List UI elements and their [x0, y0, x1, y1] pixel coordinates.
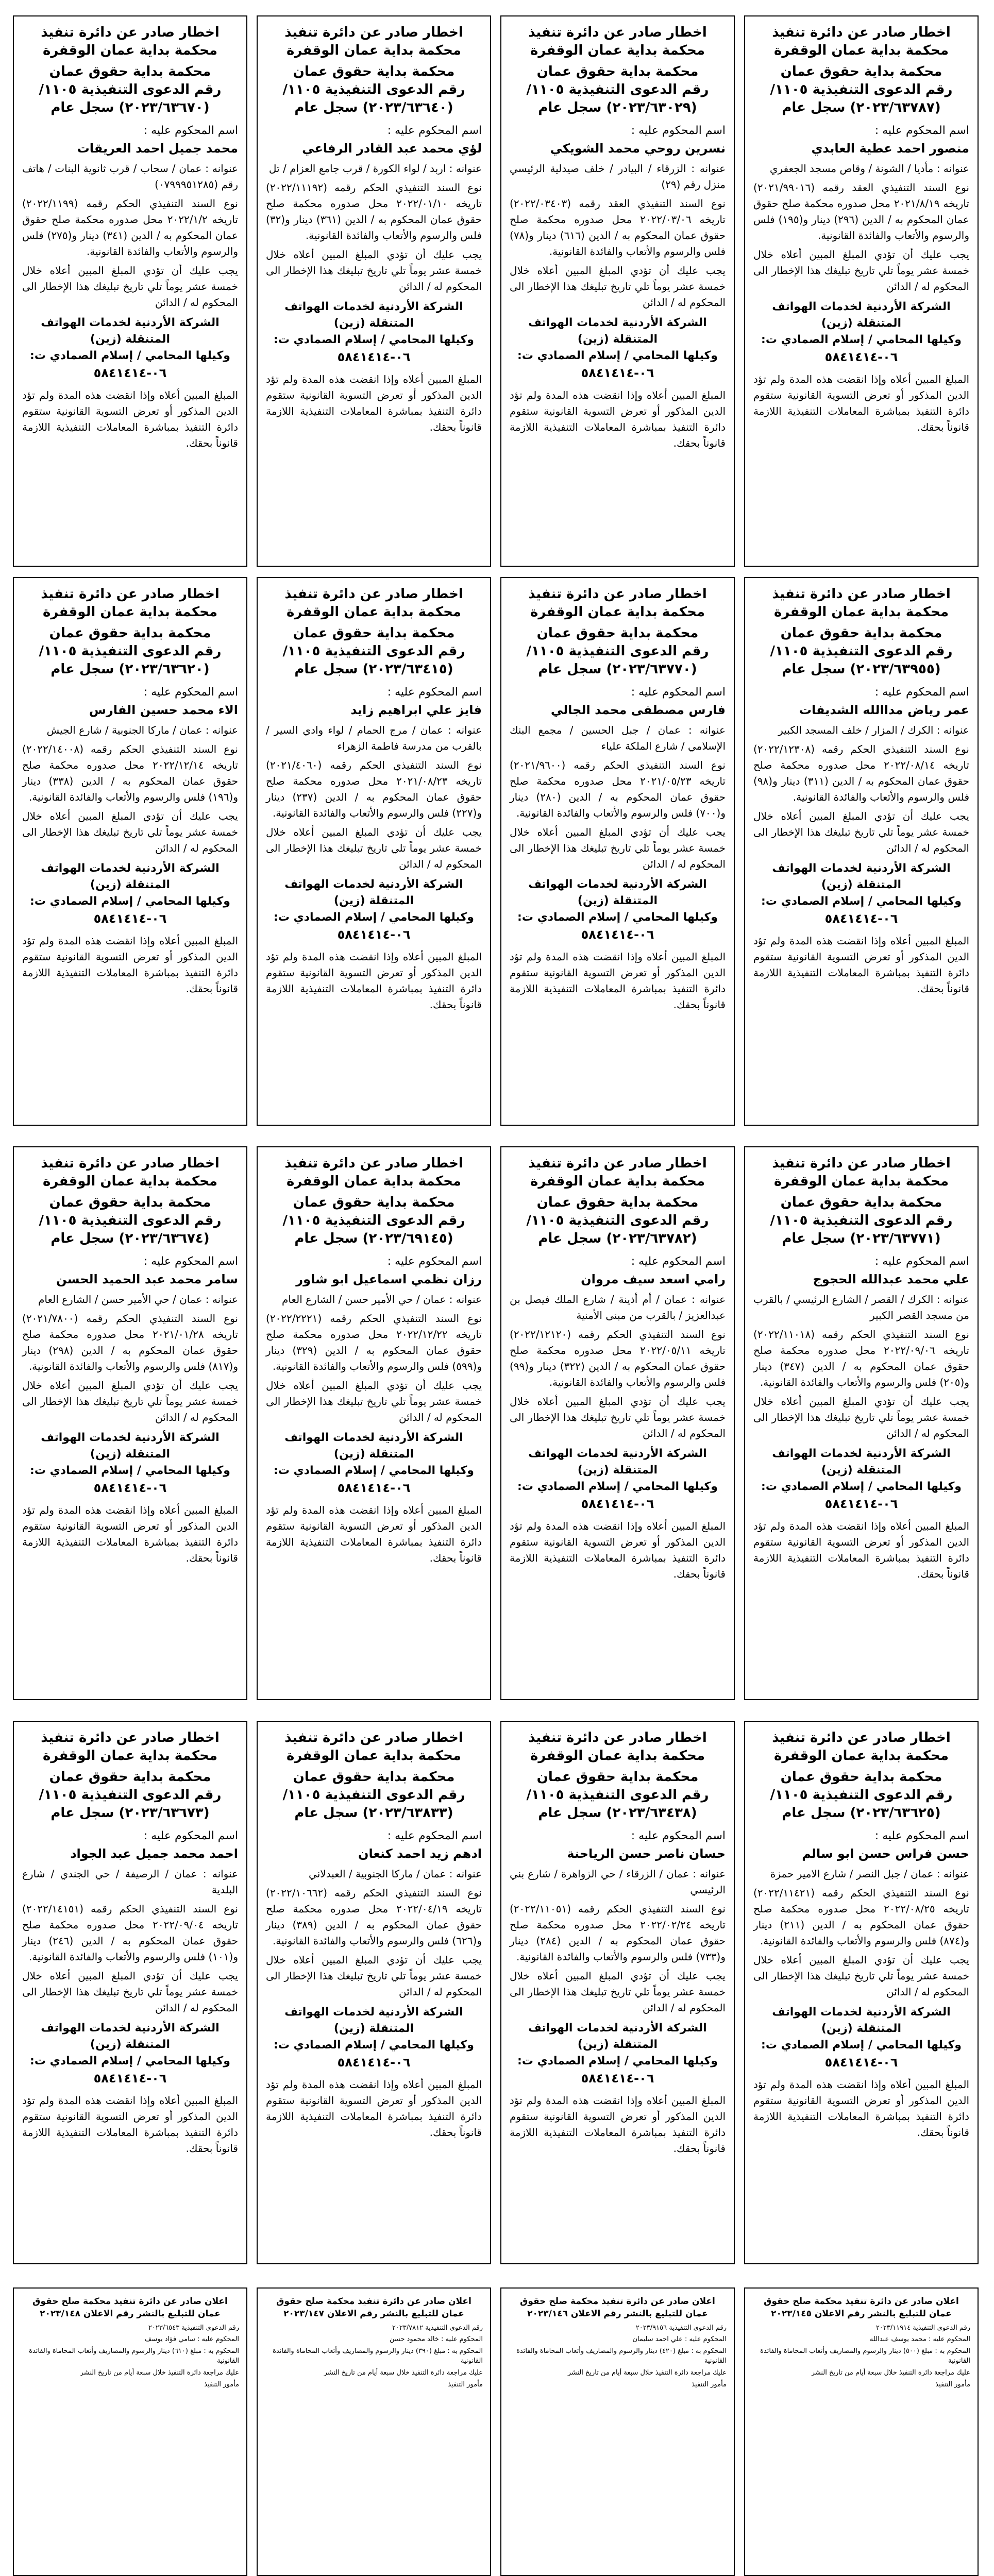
- notice-header: اخطار صادر عن دائرة تنفيذ محكمة بداية عمان الوقفرة: [284, 586, 463, 620]
- against-label: اسم المحكوم عليه :: [874, 124, 969, 138]
- judgment-details: نوع السند التنفيذي الحكم رقمه (٢٠٢٢/١١٩٩) تاريخه ٢٠٢٢/١/٢ محل صدوره محكمة صلح حقوق عمان المحكوم به / الدين (٣٤١) دينار و(٢٧٥) فلس والرسوم والأتعاب والفائدة القانونية.: [22, 197, 239, 258]
- notice-footer: المبلغ المبين أعلاه وإذا انقضت هذه المدة ولم تؤد الدين المذكور أو تعرض التسوية القانونية ستقوم دائرة التنفيذ بمباشرة المعاملات التنفيذية اللازمة قانوناً بحقك.: [266, 950, 482, 1011]
- publication-title: اعلان صادر عن دائرة تنفيذ محكمة صلح حقوق عمان للتبليغ بالنشر رقم الاعلان ٢٠٢٣/١٤٦: [520, 2296, 715, 2319]
- publication-lines: [265, 2324, 483, 2390]
- defendant-name: رامي اسعد سيف مروان: [581, 1272, 726, 1287]
- against-label: اسم المحكوم عليه :: [387, 1829, 482, 1843]
- publication-line: المحكوم به : مبلغ (٣٩٠) دينار والرسوم والمصاريف وأتعاب المحاماة والفائدة القانونية: [273, 2347, 483, 2365]
- creditor-agent: وكيلها المحامي / إسلام الصمادي ت:: [761, 2039, 962, 2052]
- notice-footer: المبلغ المبين أعلاه وإذا انقضت هذه المدة ولم تؤد الدين المذكور أو تعرض التسوية القانونية ستقوم دائرة التنفيذ بمباشرة المعاملات التنفيذية اللازمة قانوناً بحقك.: [22, 388, 238, 449]
- against-label: اسم المحكوم عليه :: [631, 1829, 726, 1843]
- judgment-details: نوع السند التنفيذي الحكم رقمه (٢٠٢٢/١١٠١٨) تاريخه ٢٠٢٢/٠٩/٠٦ محل صدوره محكمة صلح حقوق عمان المحكوم به / الدين (٣٤٧) دينار و(٢٠٥) فلس والرسوم والأتعاب والفائدة القانونية.: [753, 1328, 970, 1389]
- notice-footer: المبلغ المبين أعلاه وإذا انقضت هذه المدة ولم تؤد الدين المذكور أو تعرض التسوية القانونية ستقوم دائرة التنفيذ بمباشرة المعاملات التنفيذية اللازمة قانوناً بحقك.: [753, 372, 969, 433]
- notice-footer: المبلغ المبين أعلاه وإذا انقضت هذه المدة ولم تؤد الدين المذكور أو تعرض التسوية القانونية ستقوم دائرة التنفيذ بمباشرة المعاملات التنفيذية اللازمة قانوناً بحقك.: [753, 1519, 969, 1580]
- against-label: اسم المحكوم عليه :: [874, 1829, 969, 1843]
- agent-phone: ٠٦-٥٨٤١٤١٤: [337, 2055, 411, 2070]
- notice-body: [266, 1292, 482, 1426]
- against-label: اسم المحكوم عليه :: [143, 1829, 238, 1843]
- publication-line: رقم الدعوى التنفيذية ٢٠٢٣/٦٥٤٣: [148, 2324, 239, 2332]
- creditor-company: الشركة الأردنية لخدمات الهواتف المتنقلة (زين): [41, 1431, 220, 1461]
- case-number: رقم الدعوى التنفيذية ١١٠٥/ (٢٠٢٣/٦٣٧٨٢) سجل عام: [526, 1213, 709, 1247]
- agent-phone: ٠٦-٥٨٤١٤١٤: [337, 1481, 411, 1496]
- notice-body: [266, 1866, 482, 2000]
- court-name: محكمة بداية حقوق عمان: [780, 1769, 942, 1785]
- judgment-details: نوع السند التنفيذي الحكم رقمه (٢٠٢٢/١٠٦٦٢) تاريخه ٢٠٢٢/٠٤/١٩ محل صدوره محكمة صلح حقوق عمان المحكوم به / الدين (٣٨٩) دينار و(٦٢٦) فلس والرسوم والأتعاب والفائدة القانونية.: [266, 1887, 482, 1947]
- court-name: محكمة بداية حقوق عمان: [536, 1195, 699, 1211]
- against-label: اسم المحكوم عليه :: [874, 686, 969, 699]
- publication-line: المحكوم به : مبلغ (٦١٠) دينار والرسوم والمصاريف وأتعاب المحاماة والفائدة القانونية: [29, 2347, 239, 2365]
- notice-header: اخطار صادر عن دائرة تنفيذ محكمة بداية عمان الوقفرة: [284, 25, 463, 59]
- agent-phone: ٠٦-٥٨٤١٤١٤: [581, 366, 654, 381]
- creditor-agent: وكيلها المحامي / إسلام الصمادي ت:: [30, 1464, 230, 1478]
- case-number: رقم الدعوى التنفيذية ١١٠٥/ (٢٠٢٣/٦٣٧٧٠) سجل عام: [526, 643, 709, 677]
- execution-notice: [13, 1721, 247, 2264]
- notice-footer: المبلغ المبين أعلاه وإذا انقضت هذه المدة ولم تؤد الدين المذكور أو تعرض التسوية القانونية ستقوم دائرة التنفيذ بمباشرة المعاملات التنفيذية اللازمة قانوناً بحقك.: [510, 388, 726, 449]
- defendant-name: لؤي محمد عبد القادر الرفاعي: [302, 141, 482, 156]
- court-name: محكمة بداية حقوق عمان: [536, 1769, 699, 1785]
- notice-header: اخطار صادر عن دائرة تنفيذ محكمة بداية عمان الوقفرة: [772, 1156, 951, 1190]
- case-number: رقم الدعوى التنفيذية ١١٠٥/ (٢٠٢٣/٦٣٩٥٥) سجل عام: [770, 643, 953, 677]
- creditor-company: الشركة الأردنية لخدمات الهواتف المتنقلة (زين): [41, 2022, 220, 2052]
- defendant-name: فارس مصطفى محمد الجالي: [550, 703, 726, 718]
- defendant-address: عنوانه : الزرقاء / البيادر / خلف صيدلية الرئيسي منزل رقم (٢٩): [510, 162, 726, 191]
- against-label: اسم المحكوم عليه :: [143, 124, 238, 138]
- case-number: رقم الدعوى التنفيذية ١١٠٥/ (٢٠٢٣/٦٣٦٧٤) سجل عام: [39, 1213, 222, 1247]
- creditor-agent: وكيلها المحامي / إسلام الصمادي ت:: [30, 349, 230, 363]
- defendant-address: عنوانه : الكرك / المزار / خلف المسجد الكبير: [778, 724, 969, 737]
- creditor-company: الشركة الأردنية لخدمات الهواتف المتنقلة (زين): [284, 300, 463, 330]
- creditor-agent: وكيلها المحامي / إسلام الصمادي ت:: [274, 911, 474, 924]
- creditor-company: الشركة الأردنية لخدمات الهواتف المتنقلة (زين): [284, 878, 463, 908]
- notice-header: اخطار صادر عن دائرة تنفيذ محكمة بداية عمان الوقفرة: [41, 25, 220, 59]
- execution-notice: [744, 577, 979, 1126]
- notice-header: اخطار صادر عن دائرة تنفيذ محكمة بداية عمان الوقفرة: [772, 586, 951, 620]
- defendant-address: عنوانه : اربد / لواء الكورة / قرب جامع العزام / تل: [268, 162, 482, 175]
- notice-header: اخطار صادر عن دائرة تنفيذ محكمة بداية عمان الوقفرة: [528, 25, 707, 59]
- notice-body: [22, 1292, 238, 1426]
- payment-notice: يجب عليك أن تؤدي المبلغ المبين أعلاه خلال خمسة عشر يوماً تلي تاريخ تبليغك هذا الإخطار الى المحكوم له / الدائن: [753, 248, 969, 293]
- publication-notice: [500, 2287, 735, 2576]
- notice-header: اخطار صادر عن دائرة تنفيذ محكمة بداية عمان الوقفرة: [284, 1156, 463, 1190]
- agent-phone: ٠٦-٥٨٤١٤١٤: [337, 350, 411, 365]
- execution-notice: [257, 15, 491, 567]
- notice-footer: المبلغ المبين أعلاه وإذا انقضت هذه المدة ولم تؤد الدين المذكور أو تعرض التسوية القانونية ستقوم دائرة التنفيذ بمباشرة المعاملات التنفيذية اللازمة قانوناً بحقك.: [510, 950, 726, 1011]
- notice-body: [510, 722, 726, 872]
- creditor-agent: وكيلها المحامي / إسلام الصمادي ت:: [517, 911, 718, 924]
- court-name: محكمة بداية حقوق عمان: [293, 1769, 455, 1785]
- agent-phone: ٠٦-٥٨٤١٤١٤: [581, 1497, 654, 1512]
- case-number: رقم الدعوى التنفيذية ١١٠٥/ (٢٠٢٣/٦٣٦٢٠) سجل عام: [39, 643, 222, 677]
- payment-notice: يجب عليك أن تؤدي المبلغ المبين أعلاه خلال خمسة عشر يوماً تلي تاريخ تبليغك هذا الإخطار الى المحكوم له / الدائن: [22, 1970, 238, 2014]
- execution-notice: [744, 1146, 979, 1700]
- notice-footer: المبلغ المبين أعلاه وإذا انقضت هذه المدة ولم تؤد الدين المذكور أو تعرض التسوية القانونية ستقوم دائرة التنفيذ بمباشرة المعاملات التنفيذية اللازمة قانوناً بحقك.: [753, 2078, 969, 2139]
- notice-body: [510, 1866, 726, 2016]
- agent-phone: ٠٦-٥٨٤١٤١٤: [93, 1481, 167, 1496]
- execution-notice: [257, 1146, 491, 1700]
- publication-line: عليك مراجعة دائرة التنفيذ خلال سبعة أيام من تاريخ النشر: [324, 2368, 483, 2377]
- publication-line: المحكوم عليه : علي احمد سليمان: [632, 2335, 727, 2344]
- notice-footer: المبلغ المبين أعلاه وإذا انقضت هذه المدة ولم تؤد الدين المذكور أو تعرض التسوية القانونية ستقوم دائرة التنفيذ بمباشرة المعاملات التنفيذية اللازمة قانوناً بحقك.: [510, 1519, 726, 1580]
- notice-body: [753, 1866, 969, 2000]
- creditor-agent: وكيلها المحامي / إسلام الصمادي ت:: [517, 1480, 718, 1494]
- creditor-agent: وكيلها المحامي / إسلام الصمادي ت:: [761, 895, 962, 908]
- execution-notice: [500, 15, 735, 567]
- creditor-company: الشركة الأردنية لخدمات الهواتف المتنقلة (زين): [41, 316, 220, 346]
- judgment-details: نوع السند التنفيذي الحكم رقمه (٢٠٢١/٩٦٠٠) تاريخه ٢٠٢١/٠٥/٢٣ محل صدوره محكمة صلح حقوق عمان المحكوم به / الدين (٢٨٠) دينار و(٧٠٠) فلس والرسوم والأتعاب والفائدة القانونية.: [510, 759, 726, 820]
- defendant-address: عنوانه : عمان / حي الأمير حسن / الشارع العام: [281, 1293, 482, 1306]
- publication-title: اعلان صادر عن دائرة تنفيذ محكمة صلح حقوق عمان للتبليغ بالنشر رقم الاعلان ٢٠٢٣/١٤٥: [764, 2296, 959, 2319]
- publication-title: اعلان صادر عن دائرة تنفيذ محكمة صلح حقوق عمان للتبليغ بالنشر رقم الاعلان ٢٠٢٣/١٤٧: [276, 2296, 471, 2319]
- notice-header: اخطار صادر عن دائرة تنفيذ محكمة بداية عمان الوقفرة: [528, 1730, 707, 1764]
- execution-notice: [257, 577, 491, 1126]
- against-label: اسم المحكوم عليه :: [387, 124, 482, 138]
- publication-line: عليك مراجعة دائرة التنفيذ خلال سبعة أيام من تاريخ النشر: [567, 2368, 727, 2377]
- notice-body: [753, 161, 969, 295]
- defendant-name: رزان نظمي اسماعيل ابو شاور: [296, 1272, 482, 1287]
- payment-notice: يجب عليك أن تؤدي المبلغ المبين أعلاه خلال خمسة عشر يوماً تلي تاريخ تبليغك هذا الإخطار الى المحكوم له / الدائن: [266, 826, 482, 871]
- payment-notice: يجب عليك أن تؤدي المبلغ المبين أعلاه خلال خمسة عشر يوماً تلي تاريخ تبليغك هذا الإخطار الى المحكوم له / الدائن: [22, 1379, 238, 1424]
- case-number: رقم الدعوى التنفيذية ١١٠٥/ (٢٠٢٣/٦٣٧٨٧) سجل عام: [770, 82, 953, 116]
- notice-body: [510, 1292, 726, 1442]
- defendant-address: عنوانه : عمان / جبل الحسين / مجمع البنك الإسلامي / شارع الملكة علياء: [510, 724, 726, 753]
- payment-notice: يجب عليك أن تؤدي المبلغ المبين أعلاه خلال خمسة عشر يوماً تلي تاريخ تبليغك هذا الإخطار الى المحكوم له / الدائن: [22, 810, 238, 855]
- notice-header: اخطار صادر عن دائرة تنفيذ محكمة بداية عمان الوقفرة: [772, 25, 951, 59]
- publication-line: المحكوم عليه : محمد يوسف عبدالله: [869, 2335, 970, 2344]
- notice-body: [266, 722, 482, 872]
- execution-notice: [500, 1721, 735, 2264]
- payment-notice: يجب عليك أن تؤدي المبلغ المبين أعلاه خلال خمسة عشر يوماً تلي تاريخ تبليغك هذا الإخطار الى المحكوم له / الدائن: [510, 826, 726, 871]
- publication-notice: [744, 2287, 979, 2576]
- execution-notice: [13, 15, 247, 567]
- publication-line: مأمور التنفيذ: [692, 2380, 727, 2388]
- court-name: محكمة بداية حقوق عمان: [49, 625, 211, 641]
- notice-header: اخطار صادر عن دائرة تنفيذ محكمة بداية عمان الوقفرة: [41, 1156, 220, 1190]
- court-name: محكمة بداية حقوق عمان: [293, 625, 455, 641]
- defendant-name: نسرين روحي محمد الشويكي: [550, 141, 726, 156]
- defendant-address: عنوانه : عمان / حي الأمير حسن / الشارع العام: [38, 1293, 238, 1306]
- creditor-company: الشركة الأردنية لخدمات الهواتف المتنقلة (زين): [528, 316, 707, 346]
- defendant-address: عنوانه : عمان / مرج الحمام / لواء وادي السير / بالقرب من مدرسة فاطمة الزهراء: [266, 724, 482, 753]
- creditor-company: الشركة الأردنية لخدمات الهواتف المتنقلة (زين): [284, 1431, 463, 1461]
- execution-notice: [500, 577, 735, 1126]
- creditor-company: الشركة الأردنية لخدمات الهواتف المتنقلة (زين): [772, 2006, 951, 2036]
- payment-notice: يجب عليك أن تؤدي المبلغ المبين أعلاه خلال خمسة عشر يوماً تلي تاريخ تبليغك هذا الإخطار الى المحكوم له / الدائن: [510, 264, 726, 309]
- creditor-agent: وكيلها المحامي / إسلام الصمادي ت:: [761, 333, 962, 347]
- creditor-company: الشركة الأردنية لخدمات الهواتف المتنقلة (زين): [528, 1447, 707, 1477]
- judgment-details: نوع السند التنفيذي العقد رقمه (٢٠٢١/٩٩٠١٦) تاريخه ٢٠٢١/٨/١٩ محل صدوره محكمة صلح حقوق عمان المحكوم به / الدين (٢٩٦) دينار و(١٩٥) فلس والرسوم والأتعاب والفائدة القانونية.: [753, 181, 969, 242]
- defendant-address: عنوانه : عمان / سحاب / قرب ثانوية البنات / هاتف رقم (٠٧٩٩٩٥١٢٨٥): [22, 162, 238, 191]
- notice-body: [753, 1292, 969, 1442]
- publication-notice: [13, 2287, 247, 2576]
- agent-phone: ٠٦-٥٨٤١٤١٤: [824, 1497, 898, 1512]
- agent-phone: ٠٦-٥٨٤١٤١٤: [581, 2071, 654, 2086]
- notice-body: [22, 722, 238, 856]
- court-name: محكمة بداية حقوق عمان: [49, 1769, 211, 1785]
- execution-notice: [257, 1721, 491, 2264]
- defendant-address: عنوانه : مأديا / الشونة / وقاص مسجد الجعفري: [769, 162, 969, 175]
- case-number: رقم الدعوى التنفيذية ١١٠٥/ (٢٠٢٣/٦٣٧٧١) سجل عام: [770, 1213, 953, 1247]
- payment-notice: يجب عليك أن تؤدي المبلغ المبين أعلاه خلال خمسة عشر يوماً تلي تاريخ تبليغك هذا الإخطار الى المحكوم له / الدائن: [510, 1970, 726, 2014]
- execution-notice: [744, 1721, 979, 2264]
- notice-footer: المبلغ المبين أعلاه وإذا انقضت هذه المدة ولم تؤد الدين المذكور أو تعرض التسوية القانونية ستقوم دائرة التنفيذ بمباشرة المعاملات التنفيذية اللازمة قانوناً بحقك.: [510, 2094, 726, 2155]
- notice-header: اخطار صادر عن دائرة تنفيذ محكمة بداية عمان الوقفرة: [284, 1730, 463, 1764]
- creditor-agent: وكيلها المحامي / إسلام الصمادي ت:: [517, 349, 718, 363]
- defendant-name: حسان ناصر حسن الرياحنة: [567, 1846, 726, 1861]
- defendant-address: عنوانه : عمان / جبل النصر / شارع الامير حمزة: [770, 1868, 969, 1880]
- payment-notice: يجب عليك أن تؤدي المبلغ المبين أعلاه خلال خمسة عشر يوماً تلي تاريخ تبليغك هذا الإخطار الى المحكوم له / الدائن: [266, 1954, 482, 1998]
- agent-phone: ٠٦-٥٨٤١٤١٤: [93, 2071, 167, 2086]
- notice-body: [753, 722, 969, 856]
- defendant-name: عمر رياض مداالله الشديفات: [799, 703, 969, 718]
- execution-notice: [13, 577, 247, 1126]
- creditor-company: الشركة الأردنية لخدمات الهواتف المتنقلة (زين): [772, 1447, 951, 1477]
- notice-body: [510, 161, 726, 311]
- defendant-name: علي محمد عبدالله الحجوج: [813, 1272, 969, 1287]
- publication-line: رقم الدعوى التنفيذية ٢٠٢٣/١١٩١٤: [875, 2324, 970, 2332]
- publication-line: مأمور التنفيذ: [204, 2380, 239, 2388]
- notice-body: [22, 1866, 238, 2016]
- judgment-details: نوع السند التنفيذي الحكم رقمه (٢٠٢٢/١٢٣٠٨) تاريخه ٢٠٢٢/٠٨/١٤ محل صدوره محكمة صلح حقوق عمان المحكوم به / الدين (٣١١) دينار و(٩٨) فلس والرسوم والأتعاب والفائدة القانونية.: [753, 743, 970, 804]
- notice-header: اخطار صادر عن دائرة تنفيذ محكمة بداية عمان الوقفرة: [528, 586, 707, 620]
- defendant-address: عنوانه : عمان / أم أذينة / شارع الملك فيصل بن عبدالعزيز / بالقرب من مبنى الأمنية: [510, 1293, 726, 1322]
- against-label: اسم المحكوم عليه :: [874, 1255, 969, 1268]
- judgment-details: نوع السند التنفيذي الحكم رقمه (٢٠٢١/٤٠٦٠) تاريخه ٢٠٢١/٠٨/٢٣ محل صدوره محكمة صلح حقوق عمان المحكوم به / الدين (٢٣٧) دينار و(٢٢٧) فلس والرسوم والأتعاب والفائدة القانونية.: [266, 759, 482, 820]
- creditor-company: الشركة الأردنية لخدمات الهواتف المتنقلة (زين): [41, 862, 220, 892]
- notice-footer: المبلغ المبين أعلاه وإذا انقضت هذه المدة ولم تؤد الدين المذكور أو تعرض التسوية القانونية ستقوم دائرة التنفيذ بمباشرة المعاملات التنفيذية اللازمة قانوناً بحقك.: [266, 1503, 482, 1564]
- notice-footer: المبلغ المبين أعلاه وإذا انقضت هذه المدة ولم تؤد الدين المذكور أو تعرض التسوية القانونية ستقوم دائرة التنفيذ بمباشرة المعاملات التنفيذية اللازمة قانوناً بحقك.: [266, 372, 482, 433]
- creditor-company: الشركة الأردنية لخدمات الهواتف المتنقلة (زين): [528, 878, 707, 908]
- publication-line: رقم الدعوى التنفيذية ٢٠٢٣/٩١٥٦: [635, 2324, 727, 2332]
- judgment-details: نوع السند التنفيذي الحكم رقمه (٢٠٢٢/١٢١٢٠) تاريخه ٢٠٢٢/٠٥/١١ محل صدوره محكمة صلح حقوق عمان المحكوم به / الدين (٣٢٢) دينار و(٩٩) فلس والرسوم والأتعاب والفائدة القانونية.: [510, 1328, 726, 1389]
- payment-notice: يجب عليك أن تؤدي المبلغ المبين أعلاه خلال خمسة عشر يوماً تلي تاريخ تبليغك هذا الإخطار الى المحكوم له / الدائن: [22, 264, 238, 309]
- creditor-agent: وكيلها المحامي / إسلام الصمادي ت:: [30, 2055, 230, 2068]
- court-name: محكمة بداية حقوق عمان: [780, 625, 942, 641]
- against-label: اسم المحكوم عليه :: [387, 1255, 482, 1268]
- notice-header: اخطار صادر عن دائرة تنفيذ محكمة بداية عمان الوقفرة: [41, 586, 220, 620]
- court-name: محكمة بداية حقوق عمان: [293, 64, 455, 80]
- creditor-company: الشركة الأردنية لخدمات الهواتف المتنقلة (زين): [772, 300, 951, 330]
- agent-phone: ٠٦-٥٨٤١٤١٤: [824, 350, 898, 365]
- agent-phone: ٠٦-٥٨٤١٤١٤: [581, 927, 654, 942]
- notice-footer: المبلغ المبين أعلاه وإذا انقضت هذه المدة ولم تؤد الدين المذكور أو تعرض التسوية القانونية ستقوم دائرة التنفيذ بمباشرة المعاملات التنفيذية اللازمة قانوناً بحقك.: [22, 934, 238, 995]
- publication-lines: [752, 2324, 970, 2390]
- against-label: اسم المحكوم عليه :: [143, 1255, 238, 1268]
- case-number: رقم الدعوى التنفيذية ١١٠٥/ (٢٠٢٣/٦٣٨٣٣) سجل عام: [282, 1787, 465, 1821]
- judgment-details: نوع السند التنفيذي الحكم رقمه (٢٠٢٢/٢٢٢١) تاريخه ٢٠٢٢/١٢/٢٢ محل صدوره محكمة صلح حقوق عمان المحكوم به / الدين (٣٢٩) دينار و(٥٩٩) فلس والرسوم والأتعاب والفائدة القانونية.: [266, 1312, 482, 1373]
- case-number: رقم الدعوى التنفيذية ١١٠٥/ (٢٠٢٣/٦٣٤١٥) سجل عام: [282, 643, 465, 677]
- notice-footer: المبلغ المبين أعلاه وإذا انقضت هذه المدة ولم تؤد الدين المذكور أو تعرض التسوية القانونية ستقوم دائرة التنفيذ بمباشرة المعاملات التنفيذية اللازمة قانوناً بحقك.: [266, 2078, 482, 2139]
- against-label: اسم المحكوم عليه :: [143, 686, 238, 699]
- creditor-agent: وكيلها المحامي / إسلام الصمادي ت:: [274, 1464, 474, 1478]
- court-name: محكمة بداية حقوق عمان: [49, 64, 211, 80]
- publication-line: المحكوم عليه : خالد محمود حسن: [389, 2335, 483, 2344]
- case-number: رقم الدعوى التنفيذية ١١٠٥/ (٢٠٢٣/٦٣٦٤٠) سجل عام: [282, 82, 465, 116]
- defendant-name: فايز علي ابراهيم زايد: [350, 703, 482, 718]
- court-name: محكمة بداية حقوق عمان: [293, 1195, 455, 1211]
- creditor-company: الشركة الأردنية لخدمات الهواتف المتنقلة (زين): [528, 2022, 707, 2052]
- judgment-details: نوع السند التنفيذي الحكم رقمه (٢٠٢٢/١١٠٥١) تاريخه ٢٠٢٢/٠٢/٢٤ محل صدوره محكمة صلح حقوق عمان المحكوم به / الدين (٢٨٤) دينار و(٧٣٣) فلس والرسوم والأتعاب والفائدة القانونية.: [510, 1903, 726, 1963]
- case-number: رقم الدعوى التنفيذية ١١٠٥/ (٢٠٢٣/٦٣٦٢٥) سجل عام: [770, 1787, 953, 1821]
- payment-notice: يجب عليك أن تؤدي المبلغ المبين أعلاه خلال خمسة عشر يوماً تلي تاريخ تبليغك هذا الإخطار الى المحكوم له / الدائن: [753, 1395, 969, 1440]
- publication-line: عليك مراجعة دائرة التنفيذ خلال سبعة أيام من تاريخ النشر: [80, 2368, 239, 2377]
- payment-notice: يجب عليك أن تؤدي المبلغ المبين أعلاه خلال خمسة عشر يوماً تلي تاريخ تبليغك هذا الإخطار الى المحكوم له / الدائن: [510, 1395, 726, 1440]
- case-number: رقم الدعوى التنفيذية ١١٠٥/ (٢٠٢٣/٦٣٤٣٨) سجل عام: [526, 1787, 709, 1821]
- publication-line: رقم الدعوى التنفيذية ٢٠٢٣/٧٨١٢: [392, 2324, 483, 2332]
- defendant-address: عنوانه : عمان / ماركا الجنوبية / شارع الجيش: [46, 724, 238, 737]
- payment-notice: يجب عليك أن تؤدي المبلغ المبين أعلاه خلال خمسة عشر يوماً تلي تاريخ تبليغك هذا الإخطار الى المحكوم له / الدائن: [266, 248, 482, 293]
- defendant-name: محمد جميل احمد العريقات: [77, 141, 238, 156]
- publication-line: مأمور التنفيذ: [448, 2380, 483, 2388]
- judgment-details: نوع السند التنفيذي العقد رقمه (٢٠٢٢/٠٣٤٠٣) تاريخه ٢٠٢٢/٠٣/٠٦ محل صدوره محكمة صلح حقوق عمان المحكوم به / الدين (٦١٦) دينار و(٧٨) فلس والرسوم والأتعاب والفائدة القانونية.: [510, 197, 726, 258]
- creditor-company: الشركة الأردنية لخدمات الهواتف المتنقلة (زين): [284, 2006, 463, 2036]
- agent-phone: ٠٦-٥٨٤١٤١٤: [93, 366, 167, 381]
- court-name: محكمة بداية حقوق عمان: [49, 1195, 211, 1211]
- court-name: محكمة بداية حقوق عمان: [780, 64, 942, 80]
- judgment-details: نوع السند التنفيذي الحكم رقمه (٢٠٢١/٧٨٠٠) تاريخه ٢٠٢١/٠١/٢٨ محل صدوره محكمة صلح حقوق عمان المحكوم به / الدين (٢٩٨) دينار و(٨١٧) فلس والرسوم والأتعاب والفائدة القانونية.: [22, 1312, 239, 1373]
- notice-footer: المبلغ المبين أعلاه وإذا انقضت هذه المدة ولم تؤد الدين المذكور أو تعرض التسوية القانونية ستقوم دائرة التنفيذ بمباشرة المعاملات التنفيذية اللازمة قانوناً بحقك.: [753, 934, 969, 995]
- publication-line: المحكوم عليه : سامي فؤاد يوسف: [144, 2335, 239, 2344]
- case-number: رقم الدعوى التنفيذية ١١٠٥/ (٢٠٢٣/٦٣٦٧٠) سجل عام: [39, 82, 222, 116]
- publication-lines: [509, 2324, 727, 2390]
- notice-footer: المبلغ المبين أعلاه وإذا انقضت هذه المدة ولم تؤد الدين المذكور أو تعرض التسوية القانونية ستقوم دائرة التنفيذ بمباشرة المعاملات التنفيذية اللازمة قانوناً بحقك.: [22, 1503, 238, 1564]
- creditor-agent: وكيلها المحامي / إسلام الصمادي ت:: [274, 2039, 474, 2052]
- creditor-company: الشركة الأردنية لخدمات الهواتف المتنقلة (زين): [772, 862, 951, 892]
- execution-notice: [500, 1146, 735, 1700]
- publication-line: المحكوم به : مبلغ (٤٢٠) دينار والرسوم والمصاريف وأتعاب المحاماة والفائدة القانونية: [516, 2347, 727, 2365]
- notice-header: اخطار صادر عن دائرة تنفيذ محكمة بداية عمان الوقفرة: [772, 1730, 951, 1764]
- publication-line: المحكوم به : مبلغ (٥٠٠) دينار والرسوم والمصاريف وأتعاب المحاماة والفائدة القانونية: [760, 2347, 970, 2365]
- judgment-details: نوع السند التنفيذي الحكم رقمه (٢٠٢٢/١٤١٥١) تاريخه ٢٠٢٢/٠٩/٠٤ محل صدوره محكمة صلح حقوق عمان المحكوم به / الدين (٢٤٦) دينار و(١٠١) فلس والرسوم والأتعاب والفائدة القانونية.: [22, 1903, 239, 1963]
- defendant-address: عنوانه : عمان / الرصيفة / حي الجندي / شارع البلدية: [22, 1868, 238, 1896]
- court-name: محكمة بداية حقوق عمان: [536, 64, 699, 80]
- publication-lines: [21, 2324, 239, 2390]
- agent-phone: ٠٦-٥٨٤١٤١٤: [824, 911, 898, 926]
- publication-title: اعلان صادر عن دائرة تنفيذ محكمة صلح حقوق عمان للتبليغ بالنشر رقم الاعلان ٢٠٢٣/١٤٨: [32, 2296, 228, 2319]
- judgment-details: نوع السند التنفيذي الحكم رقمه (٢٠٢٢/١١١٩٢) تاريخه ٢٠٢٢/٠١/١٠ محل صدوره محكمة صلح حقوق عمان المحكوم به / الدين (٣٦١) دينار و(٣٢) فلس والرسوم والأتعاب والفائدة القانونية.: [266, 181, 482, 242]
- defendant-name: الاء محمد حسين الفارس: [89, 703, 238, 718]
- defendant-address: عنوانه : عمان / الزرقاء / حي الزواهرة / شارع بني الرئيسي: [510, 1868, 726, 1896]
- payment-notice: يجب عليك أن تؤدي المبلغ المبين أعلاه خلال خمسة عشر يوماً تلي تاريخ تبليغك هذا الإخطار الى المحكوم له / الدائن: [753, 810, 969, 855]
- case-number: رقم الدعوى التنفيذية ١١٠٥/ (٢٠٢٣/٦٣٦٧٣) سجل عام: [39, 1787, 222, 1821]
- court-name: محكمة بداية حقوق عمان: [536, 625, 699, 641]
- payment-notice: يجب عليك أن تؤدي المبلغ المبين أعلاه خلال خمسة عشر يوماً تلي تاريخ تبليغك هذا الإخطار الى المحكوم له / الدائن: [266, 1379, 482, 1424]
- defendant-name: منصور احمد عطية العابدي: [811, 141, 969, 156]
- execution-notice: [744, 15, 979, 567]
- defendant-address: عنوانه : عمان / ماركا الجنوبية / العبدلاني: [309, 1868, 482, 1880]
- against-label: اسم المحكوم عليه :: [631, 124, 726, 138]
- creditor-agent: وكيلها المحامي / إسلام الصمادي ت:: [30, 895, 230, 908]
- creditor-agent: وكيلها المحامي / إسلام الصمادي ت:: [274, 333, 474, 347]
- notice-body: [266, 161, 482, 295]
- defendant-name: سامر محمد عبد الحميد الحسن: [56, 1272, 238, 1287]
- creditor-agent: وكيلها المحامي / إسلام الصمادي ت:: [761, 1480, 962, 1494]
- case-number: رقم الدعوى التنفيذية ١١٠٥/ (٢٠٢٣/٦٩١٤٥) سجل عام: [282, 1213, 465, 1247]
- notice-footer: المبلغ المبين أعلاه وإذا انقضت هذه المدة ولم تؤد الدين المذكور أو تعرض التسوية القانونية ستقوم دائرة التنفيذ بمباشرة المعاملات التنفيذية اللازمة قانوناً بحقك.: [22, 2094, 238, 2155]
- creditor-agent: وكيلها المحامي / إسلام الصمادي ت:: [517, 2055, 718, 2068]
- agent-phone: ٠٦-٥٨٤١٤١٤: [93, 911, 167, 926]
- execution-notice: [13, 1146, 247, 1700]
- publication-line: مأمور التنفيذ: [935, 2380, 970, 2388]
- notice-header: اخطار صادر عن دائرة تنفيذ محكمة بداية عمان الوقفرة: [528, 1156, 707, 1190]
- defendant-address: عنوانه : الكرك / القصر / الشارع الرئيسي / بالقرب من مسجد القصر الكبير: [753, 1293, 969, 1322]
- judgment-details: نوع السند التنفيذي الحكم رقمه (٢٠٢٢/١٤٠٠٨) تاريخه ٢٠٢٢/١٢/١٤ محل صدوره محكمة صلح حقوق عمان المحكوم به / الدين (٣٣٨) دينار و(١٩٦) فلس والرسوم والأتعاب والفائدة القانونية.: [22, 743, 239, 804]
- against-label: اسم المحكوم عليه :: [631, 686, 726, 699]
- notice-body: [22, 161, 238, 311]
- publication-line: عليك مراجعة دائرة التنفيذ خلال سبعة أيام من تاريخ النشر: [811, 2368, 970, 2377]
- court-name: محكمة بداية حقوق عمان: [780, 1195, 942, 1211]
- against-label: اسم المحكوم عليه :: [631, 1255, 726, 1268]
- case-number: رقم الدعوى التنفيذية ١١٠٥/ (٢٠٢٣/٦٣٠٢٩) سجل عام: [526, 82, 709, 116]
- payment-notice: يجب عليك أن تؤدي المبلغ المبين أعلاه خلال خمسة عشر يوماً تلي تاريخ تبليغك هذا الإخطار الى المحكوم له / الدائن: [753, 1954, 969, 1998]
- agent-phone: ٠٦-٥٨٤١٤١٤: [337, 927, 411, 942]
- defendant-name: ادهم زيد احمد كنعان: [358, 1846, 482, 1861]
- against-label: اسم المحكوم عليه :: [387, 686, 482, 699]
- notice-header: اخطار صادر عن دائرة تنفيذ محكمة بداية عمان الوقفرة: [41, 1730, 220, 1764]
- judgment-details: نوع السند التنفيذي الحكم رقمه (٢٠٢٢/١١٤٢١) تاريخه ٢٠٢٢/٠٨/٢٥ محل صدوره محكمة صلح حقوق عمان المحكوم به / الدين (٢١١) دينار و(٨٧٤) فلس والرسوم والأتعاب والفائدة القانونية.: [753, 1887, 970, 1947]
- publication-notice: [257, 2287, 491, 2576]
- agent-phone: ٠٦-٥٨٤١٤١٤: [824, 2055, 898, 2070]
- defendant-name: حسن فراس حسن ابو سالم: [802, 1846, 969, 1861]
- defendant-name: احمد محمد جميل عبد الجواد: [70, 1846, 238, 1861]
